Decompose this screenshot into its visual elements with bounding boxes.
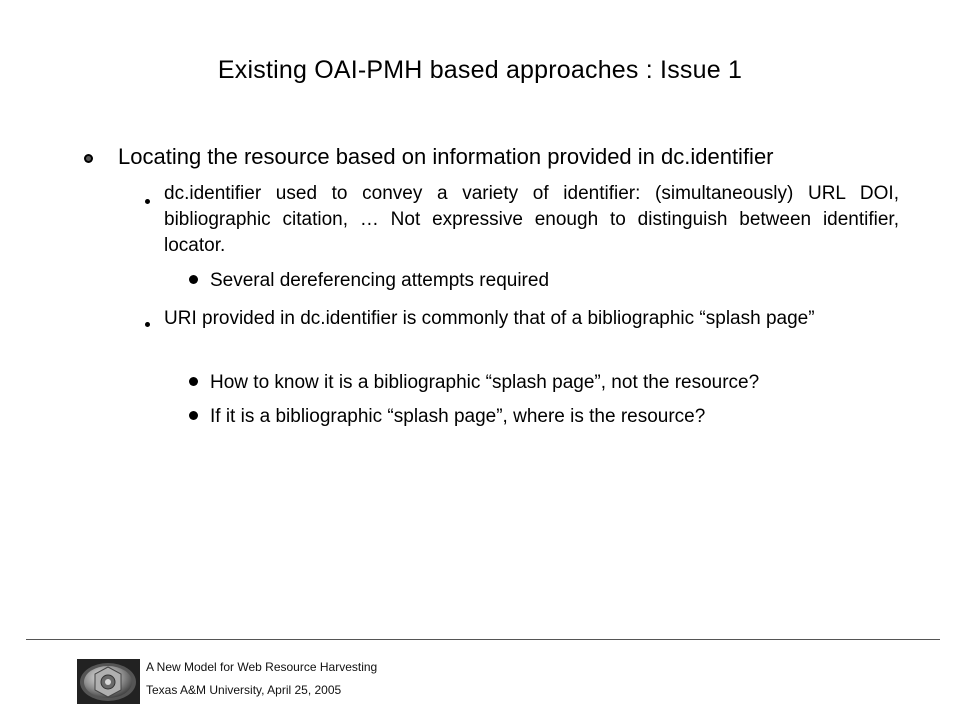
bullet-sub2-point1-icon bbox=[189, 377, 198, 386]
slide-title: Existing OAI-PMH based approaches : Issue 1 bbox=[217, 56, 743, 84]
bullet-level1-text: Locating the resource based on information provided in dc.identifier bbox=[118, 144, 774, 169]
bullet-sub2-point2-icon bbox=[189, 411, 198, 420]
bullet-level1-icon bbox=[84, 154, 93, 163]
bullet-sub2-point1-text: How to know it is a bibliographic “splash page”, not the resource? bbox=[210, 372, 760, 393]
logo-icon bbox=[77, 659, 140, 704]
bullet-sub2-text: URI provided in dc.identifier is commonly that of a bibliographic “splash page” bbox=[164, 308, 815, 329]
footer-divider bbox=[26, 639, 940, 640]
bullet-sub1-point-text: Several dereferencing attempts required bbox=[210, 270, 550, 291]
footer-presentation-title: A New Model for Web Resource Harvesting bbox=[146, 660, 378, 674]
bullet-sub2-point2-text: If it is a bibliographic “splash page”, where is the resource? bbox=[210, 406, 706, 427]
bullet-sub1-text: dc.identifier used to convey a variety of identifier: (simultaneously) URL DOI, bibliographic citation, … Not expressive enough to distinguish between identifier, locator. bbox=[164, 183, 899, 256]
bullet-sub2-icon bbox=[145, 322, 150, 327]
bullet-sub1-point-icon bbox=[189, 275, 198, 284]
footer-venue-date: Texas A&M University, April 25, 2005 bbox=[146, 683, 342, 697]
bullet-sub1-icon bbox=[145, 199, 150, 204]
